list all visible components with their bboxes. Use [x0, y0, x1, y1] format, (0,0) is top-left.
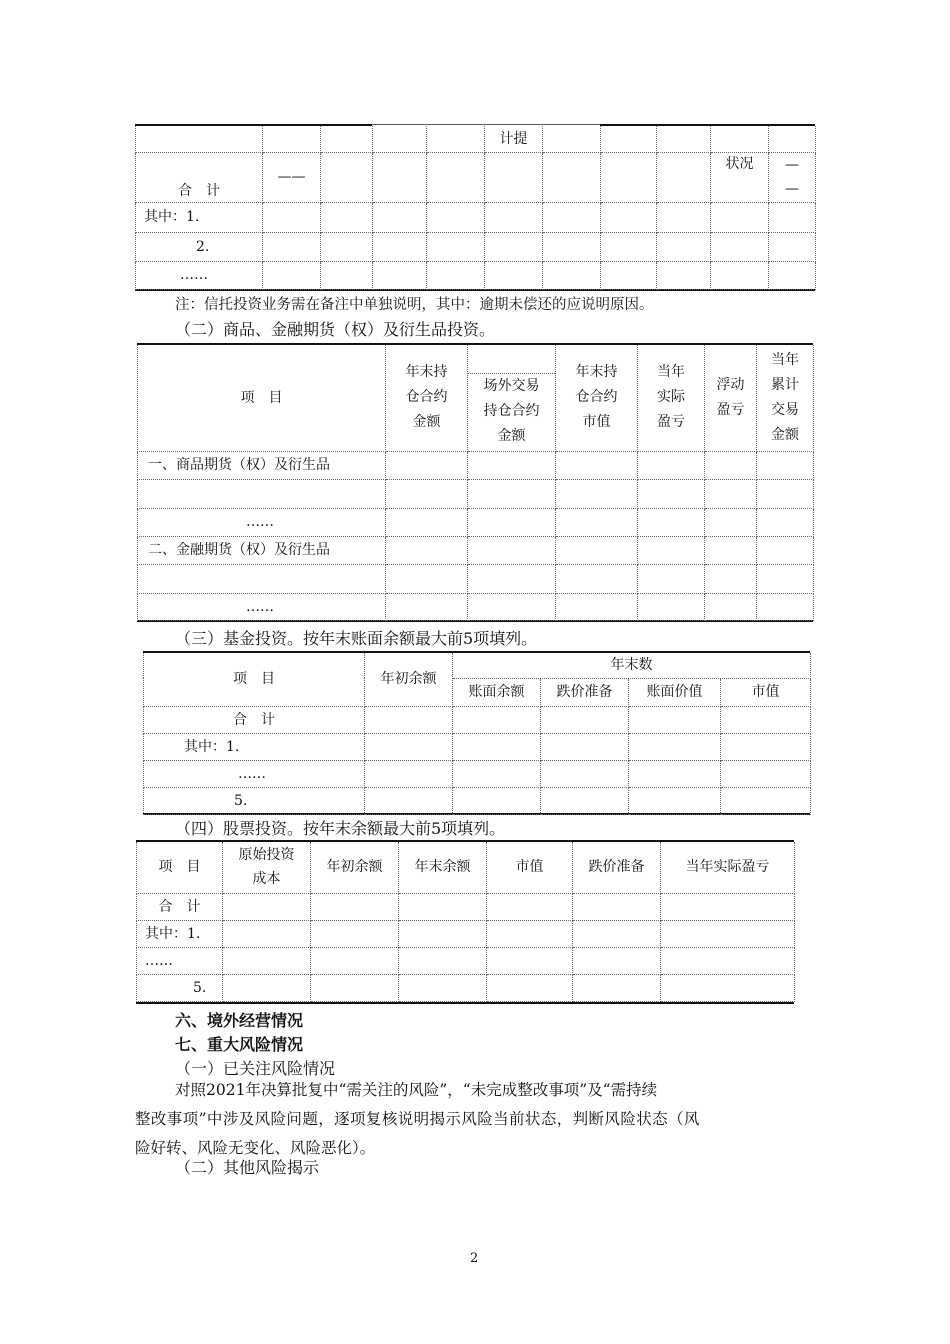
paragraph-line-2: 整改事项”中涉及风险问题，逐项复核说明揭示风险当前状态，判断风险状态（风 — [135, 1110, 700, 1128]
futures-row-blank — [138, 479, 386, 508]
status-header: 状况 — [711, 152, 769, 202]
section-futures-title: （二）商品、金融期货（权）及衍生品投资。 — [175, 320, 496, 339]
futures-row-ellipsis: …… — [138, 593, 386, 620]
paragraph-line-3: 险好转、风险无变化、风险恶化）。 — [135, 1139, 376, 1157]
stock-item-header: 项 目 — [137, 842, 223, 893]
fund-reserve-header: 跌价准备 — [541, 678, 629, 706]
fund-year-end-group-header: 年末数 — [453, 653, 811, 678]
stock-row-item-1: 其中：1. — [137, 920, 223, 947]
futures-market-value-header: 年末持 仓合约 市值 — [556, 345, 638, 451]
fund-market-value-header: 市值 — [721, 678, 811, 706]
fund-row-ellipsis: …… — [144, 760, 365, 787]
subsection-risk-attention: （一）已关注风险情况 — [175, 1059, 336, 1078]
page-number: 2 — [470, 1251, 479, 1266]
table2-grid — [137, 345, 814, 621]
stock-market-value-header: 市值 — [487, 842, 573, 893]
futures-actual-pl-header: 当年 实际 盈亏 — [638, 345, 705, 451]
futures-row-blank — [138, 564, 386, 593]
futures-cumulative-header: 当年 累计 交易 金额 — [757, 345, 814, 451]
stock-end-balance-header: 年末余额 — [399, 842, 487, 893]
stock-start-balance-header: 年初余额 — [311, 842, 399, 893]
futures-row-ellipsis: …… — [138, 508, 386, 536]
fund-book-balance-header: 账面余额 — [453, 678, 541, 706]
table1-note: 注：信托投资业务需在备注中单独说明，其中：逾期未偿还的应说明原因。 — [175, 297, 654, 313]
fund-row-item-5: 5. — [144, 787, 365, 814]
row-total-label: 合 计 — [136, 152, 263, 202]
futures-item-header: 项 目 — [138, 345, 386, 451]
stock-cost-header: 原始投资 成本 — [223, 842, 311, 893]
fund-start-balance-header: 年初余额 — [365, 653, 453, 706]
row-item-2: 2. — [136, 232, 263, 261]
fund-row-item-1: 其中：1. — [144, 733, 365, 760]
section-stock-title: （四）股票投资。按年末余额最大前5项填列。 — [175, 819, 506, 838]
section-overseas-heading: 六、境外经营情况 — [175, 1011, 304, 1030]
futures-floating-pl-header: 浮动 盈亏 — [705, 345, 757, 451]
table3-grid — [143, 653, 811, 815]
stock-row-item-5: 5. — [137, 974, 223, 1001]
futures-position-amount-header: 年末持 仓合约 金额 — [386, 345, 468, 451]
table1-grid — [135, 126, 816, 290]
section-risk-heading: 七、重大风险情况 — [175, 1035, 304, 1054]
provision-header: 计提 — [485, 126, 543, 152]
stock-reserve-header: 跌价准备 — [573, 842, 661, 893]
fund-item-header: 项 目 — [144, 653, 365, 706]
table4-grid — [136, 842, 795, 1002]
section-fund-title: （三）基金投资。按年末账面余额最大前5项填列。 — [175, 629, 538, 648]
fund-book-value-header: 账面价值 — [629, 678, 721, 706]
stock-row-ellipsis: …… — [137, 947, 223, 974]
stock-row-total: 合 计 — [137, 893, 223, 920]
futures-row-financial: 二、金融期货（权）及衍生品 — [138, 536, 386, 564]
row-ellipsis: …… — [136, 261, 263, 289]
row-item-1: 其中：1. — [136, 202, 263, 232]
futures-row-commodity: 一、商品期货（权）及衍生品 — [138, 451, 386, 479]
dash-cell: —— — [263, 152, 321, 202]
fund-row-total: 合 计 — [144, 706, 365, 733]
paragraph-line-1: 对照2021年决算批复中“需关注的风险”，“未完成整改事项”及“需持续 — [175, 1081, 658, 1099]
subsection-other-risk: （二）其他风险揭示 — [175, 1158, 320, 1177]
dash-cell-right: — — — [769, 152, 816, 202]
futures-otc-header: 场外交易 持仓合约 金额 — [468, 345, 556, 451]
stock-actual-pl-header: 当年实际盈亏 — [661, 842, 795, 893]
